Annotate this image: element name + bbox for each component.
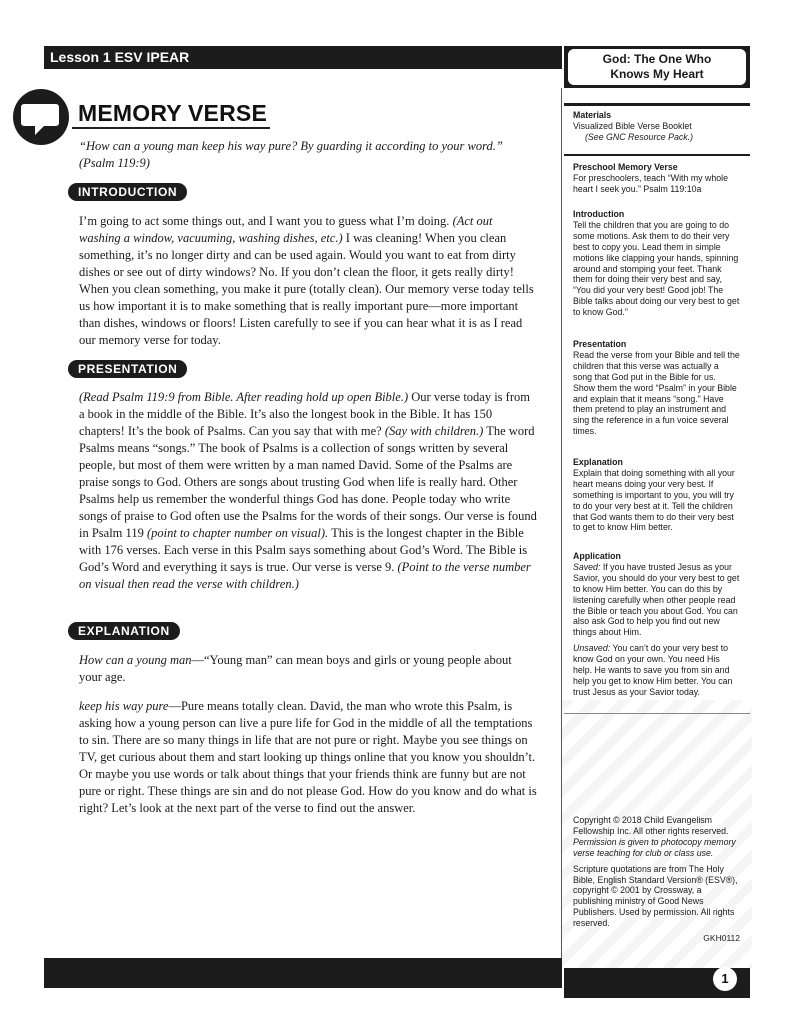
page-title: MEMORY VERSE [78, 100, 267, 126]
lesson-label: Lesson 1 ESV IPEAR [50, 49, 190, 65]
sidebar-rule-top [564, 103, 750, 106]
sidebar-materials: Materials Visualized Bible Verse Booklet (See GNC Resource Pack.) [573, 110, 694, 142]
sidebar-application: Application Saved: If you have trusted Jesus as your Savior, you should do your very best to get to know Him better. You can do this by listening carefully when other people read the Bible or teach you about God. You can also ask God to help you find out new things about Him. Unsaved: You can’t do your very best to know God on your own. You need His help. He wants to save you from sin and help you get to know Him better. You can trust Jesus as your Savior today. [573, 551, 740, 697]
explanation-paragraph-1: How can a young man—“Young man” can mean boys and girls or young people about your age. [79, 653, 512, 684]
sidebar-copyright: Copyright © 2018 Child Evangelism Fellowship Inc. All other rights reserved. Permission is given to photocopy memory verse teaching for club or class use. Scripture quotations are from The Holy Bible, English Standard Version® (ESV®), copyright © 2001 by Crossway, a publishing ministry of Good News Publishers. Used by permission. All rights reserved. [573, 815, 738, 929]
presentation-paragraph: (Read Psalm 119:9 from Bible. After reading hold up open Bible.) Our verse today is from a book in the middle of the Bible. It’s also the longest book in the Bible. It has 150 chapters! It’s the book of Psalms. Can you say that with me? (Say with children.) The word Psalms means “songs.” The book of Psalms is a collection of songs written by several people, but most of them were written by a man named David. Some of the Psalms are praise songs to God. Others are songs about trusting God when life is really hard. Other Psalms help us remember the wonderful things God has done. People today who write songs of praise to God often use the Psalms for the words of their songs. Our verse is found in Psalm 119 (point to chapter number on visual). This is the longest chapter in the Bible with 176 verses. Each verse in this Psalm says something about God’s Word. The Bible is God’s Word and everything it says is true. Our verse is verse 9. (Point to the verse number on visual then read the verse with children.) [79, 390, 537, 591]
page-number: 1 [713, 967, 737, 991]
verse-reference: (Psalm 119:9) [79, 156, 150, 170]
sidebar-rule-2 [564, 154, 750, 156]
sidebar-title-box [564, 46, 750, 88]
product-code: GKH0112 [703, 933, 740, 943]
sidebar-preschool: Preschool Memory Verse For preschoolers, teach “With my whole heart I seek you.” Psalm 119:10a [573, 162, 728, 194]
footer-bar [44, 958, 562, 988]
explanation-paragraph-2: keep his way pure—Pure means totally clean. David, the man who wrote this Psalm, is asking how a young person can live a pure life for God in the middle of all the temptations to sin. There are so many things in life that are not pure or right. Maybe you see things on TV, get curious about them and start looking up things online that you know you shouldn’t. Or maybe you use words or talk about things that your friends think are funny but are not pure or right. These things are sin and do not please God. How do you know and do what is right? Let’s look at the next part of the verse to find out the answer. [79, 699, 537, 815]
sidebar-presentation: Presentation Read the verse from your Bible and tell the children that this verse was actually a song that God put in the Bible for us. Show them the word “Psalm” in your Bible and explain that it means “song.” Have them pretend to play an instrument and sing the reference in a fun voice several times. [573, 339, 740, 437]
presentation-heading: PRESENTATION [68, 360, 187, 378]
explanation-heading: EXPLANATION [68, 622, 180, 640]
introduction-paragraph: I’m going to act some things out, and I want you to guess what I’m doing. (Act out washing a window, vacuuming, washing dishes, etc.) I was cleaning! When you clean something, it’s no longer dirty and can be used again. Would you want to eat from dirty dishes or see out of dirty windows? No. If you don’t clean the floor, it gets really dirty! When you clean something, you make it pure (totally clean). Our memory verse today tells us how important it is to make something that is really important pure—more important than dishes, windows or floors! Listen carefully to see if you can hear what it is as I read our memory verse for today. [79, 214, 534, 347]
sidebar-introduction: Introduction Tell the children that you are going to do some motions. Ask them to do their very best to copy you. Lead them in simple motions like clapping your hands, spinning around and stomping your feet. Thank them for doing their very best and say, “You did your very best! Good job! The Bible talks about doing our very best to get to know God.” [573, 209, 740, 318]
introduction-heading: INTRODUCTION [68, 183, 187, 201]
sidebar-title-line2: Knows My Heart [610, 67, 704, 81]
sidebar-rule-3 [564, 713, 750, 714]
verse-text: “How can a young man keep his way pure? By guarding it according to your word.” [79, 139, 503, 153]
title-underline [72, 127, 270, 129]
speech-bubble-icon [12, 88, 70, 146]
sidebar-title [568, 49, 746, 85]
lesson-header-bar [44, 46, 562, 69]
sidebar-title-line1: God: The One Who [602, 52, 712, 66]
sidebar-explanation: Explanation Explain that doing something with all your heart means doing your very best. If something is important to you, you will try to do your very best at it. Tell the children that God wants them to do their very best to get to know Him better. [573, 457, 735, 533]
memory-verse [79, 138, 549, 172]
